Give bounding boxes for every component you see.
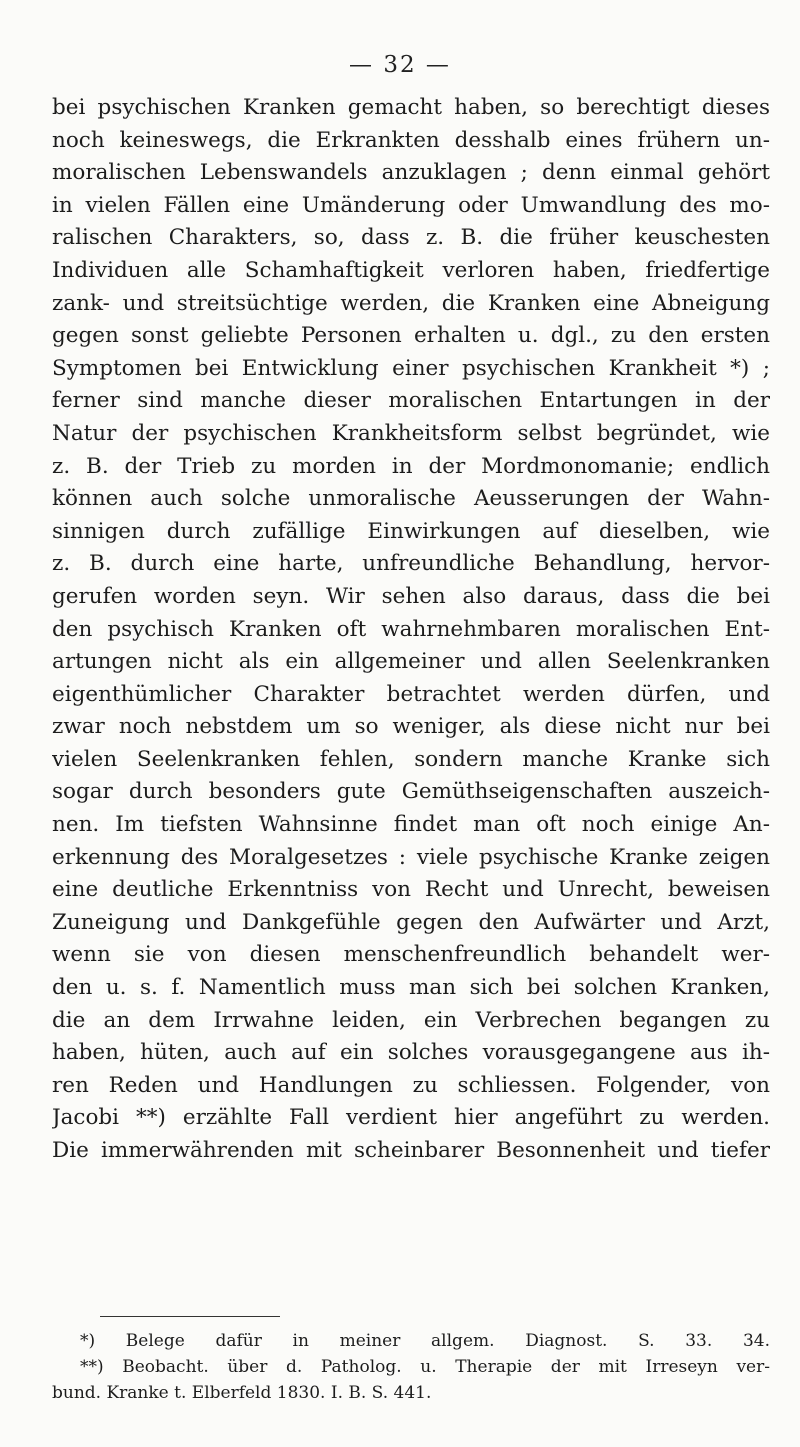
text-line: Symptomen bei Entwicklung einer psychischen Krankheit *) ; <box>52 355 770 381</box>
text-line: zwar noch nebstdem um so weniger, als diese nicht nur bei <box>52 714 770 740</box>
text-line: gegen sonst geliebte Personen erhalten u. dgl., zu den ersten <box>52 323 770 349</box>
footnote-rule <box>100 1316 280 1317</box>
text-line: in vielen Fällen eine Umänderung oder Umwandlung des mo- <box>52 192 770 218</box>
text-line: z. B. der Trieb zu morden in der Mordmonomanie; endlich <box>52 453 770 479</box>
text-line: nen. Im tiefsten Wahnsinne findet man oft noch einige An- <box>52 812 770 838</box>
text-line: Die immerwährenden mit scheinbarer Besonnenheit und tiefer <box>52 1138 770 1163</box>
text-line: moralischen Lebenswandels anzuklagen ; denn einmal gehört <box>52 160 770 186</box>
text-line: die an dem Irrwahne leiden, ein Verbrechen begangen zu <box>52 1007 770 1033</box>
text-line: haben, hüten, auch auf ein solches vorausgegangene aus ih- <box>52 1040 770 1066</box>
footnote-1: *) Belege dafür in meiner allgem. Diagnost. S. 33. 34. <box>80 1331 770 1351</box>
text-line: Zuneigung und Dankgefühle gegen den Aufwärter und Arzt, <box>52 909 770 935</box>
text-line: vielen Seelenkranken fehlen, sondern manche Kranke sich <box>52 746 770 772</box>
text-line: wenn sie von diesen menschenfreundlich behandelt wer- <box>52 942 770 968</box>
text-line: ralischen Charakters, so, dass z. B. die früher keuschesten <box>52 225 770 251</box>
text-line: Individuen alle Schamhaftigkeit verloren haben, friedfertige <box>52 257 770 283</box>
text-line: erkennung des Moralgesetzes : viele psychische Kranke zeigen <box>52 844 770 870</box>
text-line: den psychisch Kranken oft wahrnehmbaren moralischen Ent- <box>52 616 770 642</box>
body-text <box>52 92 770 1168</box>
text-line: gerufen worden seyn. Wir sehen also daraus, dass die bei <box>52 583 770 609</box>
text-line: eine deutliche Erkenntniss von Recht und Unrecht, beweisen <box>52 877 770 903</box>
footnote-2: **) Beobacht. über d. Patholog. u. Therapie der mit Irreseyn ver- <box>80 1357 770 1377</box>
text-line: den u. s. f. Namentlich muss man sich bei solchen Kranken, <box>52 975 770 1001</box>
text-line: Natur der psychischen Krankheitsform selbst begründet, wie <box>52 420 770 446</box>
text-line: ferner sind manche dieser moralischen Entartungen in der <box>52 388 770 414</box>
text-line: zank- und streitsüchtige werden, die Kranken eine Abneigung <box>52 290 770 316</box>
text-line: bei psychischen Kranken gemacht haben, so berechtigt dieses <box>52 95 770 120</box>
text-line: eigenthümlicher Charakter betrachtet werden dürfen, und <box>52 681 770 707</box>
text-line: noch keineswegs, die Erkrankten desshalb eines frühern un- <box>52 127 770 153</box>
text-line: können auch solche unmoralische Aeusserungen der Wahn- <box>52 486 770 512</box>
text-line: sinnigen durch zufällige Einwirkungen auf dieselben, wie <box>52 518 770 544</box>
page-number: — 32 — <box>349 52 451 78</box>
footnotes <box>52 1328 770 1406</box>
text-line: sogar durch besonders gute Gemüthseigenschaften auszeich- <box>52 779 770 805</box>
text-line: Jacobi **) erzählte Fall verdient hier angeführt zu werden. <box>52 1105 770 1131</box>
text-line: artungen nicht als ein allgemeiner und allen Seelenkranken <box>52 649 770 675</box>
text-line: z. B. durch eine harte, unfreundliche Behandlung, hervor- <box>52 551 770 577</box>
text-line: ren Reden und Handlungen zu schliessen. Folgender, von <box>52 1072 770 1098</box>
footnote-2-continuation: bund. Kranke t. Elberfeld 1830. I. B. S. 441. <box>52 1383 432 1403</box>
